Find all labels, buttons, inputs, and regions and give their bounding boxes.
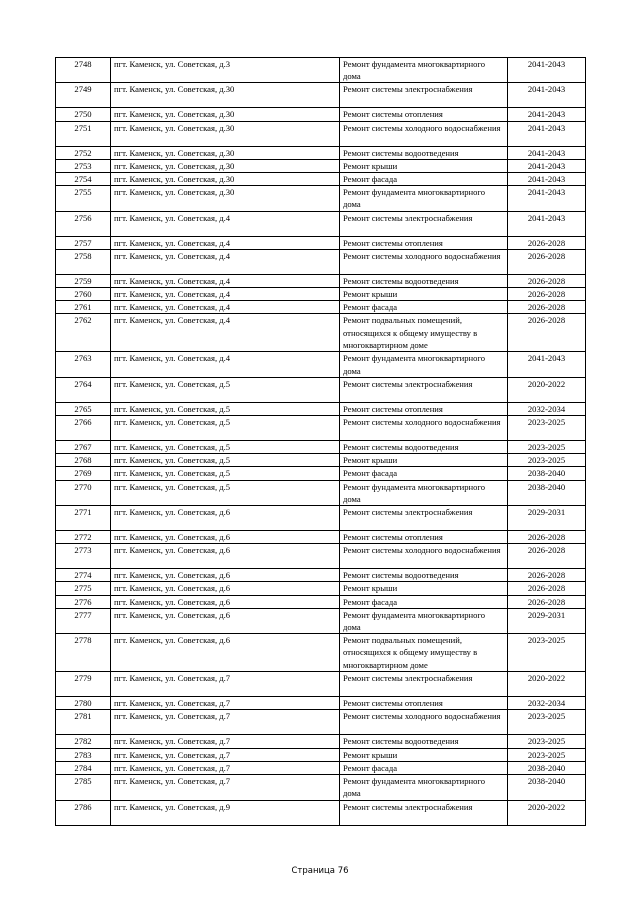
- table-row: [56, 402, 586, 415]
- row-work-type: Ремонт фасада: [340, 173, 508, 186]
- row-address: пгт. Каменск, ул. Советская, д.30: [111, 186, 340, 211]
- row-work-type: Ремонт системы электроснабжения: [340, 211, 508, 236]
- row-work-type: Ремонт системы электроснабжения: [340, 800, 508, 825]
- table-row: [56, 301, 586, 314]
- row-address: пгт. Каменск, ул. Советская, д.6: [111, 634, 340, 672]
- row-work-type: Ремонт системы электроснабжения: [340, 672, 508, 697]
- row-number: 2757: [56, 236, 111, 249]
- row-address: пгт. Каменск, ул. Советская, д.4: [111, 211, 340, 236]
- row-period: 2041-2043: [508, 108, 586, 121]
- row-address: пгт. Каменск, ул. Советская, д.4: [111, 274, 340, 287]
- row-address: пгт. Каменск, ул. Советская, д.5: [111, 480, 340, 505]
- row-work-type: Ремонт фундамента многоквартирного дома: [340, 775, 508, 800]
- table-row: [56, 531, 586, 544]
- row-address: пгт. Каменск, ул. Советская, д.7: [111, 710, 340, 735]
- table-row: [56, 314, 586, 352]
- row-period: 2038-2040: [508, 480, 586, 505]
- row-work-type: Ремонт фасада: [340, 595, 508, 608]
- row-address: пгт. Каменск, ул. Советская, д.4: [111, 314, 340, 352]
- row-work-type: Ремонт системы водоотведения: [340, 274, 508, 287]
- row-period: 2023-2025: [508, 441, 586, 454]
- table-row: [56, 595, 586, 608]
- row-address: пгт. Каменск, ул. Советская, д.30: [111, 121, 340, 146]
- table-row: [56, 352, 586, 377]
- row-work-type: Ремонт фундамента многоквартирного дома: [340, 352, 508, 377]
- row-number: 2749: [56, 83, 111, 108]
- table-row: [56, 173, 586, 186]
- row-address: пгт. Каменск, ул. Советская, д.4: [111, 236, 340, 249]
- row-work-type: Ремонт системы отопления: [340, 236, 508, 249]
- row-period: 2032-2034: [508, 402, 586, 415]
- row-address: пгт. Каменск, ул. Советская, д.4: [111, 288, 340, 301]
- row-work-type: Ремонт системы отопления: [340, 108, 508, 121]
- row-work-type: Ремонт системы электроснабжения: [340, 506, 508, 531]
- table-row: [56, 441, 586, 454]
- row-period: 2020-2022: [508, 377, 586, 402]
- row-address: пгт. Каменск, ул. Советская, д.5: [111, 416, 340, 441]
- row-period: 2023-2025: [508, 748, 586, 761]
- row-number: 2778: [56, 634, 111, 672]
- table-row: [56, 506, 586, 531]
- row-work-type: Ремонт фундамента многоквартирного дома: [340, 186, 508, 211]
- row-period: 2032-2034: [508, 697, 586, 710]
- row-period: 2026-2028: [508, 236, 586, 249]
- table-row: [56, 454, 586, 467]
- row-number: 2774: [56, 569, 111, 582]
- row-period: 2041-2043: [508, 58, 586, 83]
- table-row: [56, 544, 586, 569]
- table-row: [56, 569, 586, 582]
- row-number: 2786: [56, 800, 111, 825]
- row-number: 2763: [56, 352, 111, 377]
- row-period: 2023-2025: [508, 454, 586, 467]
- row-address: пгт. Каменск, ул. Советская, д.6: [111, 544, 340, 569]
- table-row: [56, 236, 586, 249]
- table-row: [56, 58, 586, 83]
- row-period: 2020-2022: [508, 672, 586, 697]
- row-number: 2776: [56, 595, 111, 608]
- table-row: [56, 672, 586, 697]
- row-period: 2023-2025: [508, 735, 586, 748]
- row-work-type: Ремонт крыши: [340, 748, 508, 761]
- row-period: 2038-2040: [508, 775, 586, 800]
- row-work-type: Ремонт фундамента многоквартирного дома: [340, 58, 508, 83]
- row-period: 2026-2028: [508, 314, 586, 352]
- row-work-type: Ремонт системы отопления: [340, 697, 508, 710]
- row-address: пгт. Каменск, ул. Советская, д.5: [111, 467, 340, 480]
- table-row: [56, 211, 586, 236]
- row-address: пгт. Каменск, ул. Советская, д.4: [111, 352, 340, 377]
- table-row: [56, 274, 586, 287]
- row-work-type: Ремонт системы водоотведения: [340, 569, 508, 582]
- row-address: пгт. Каменск, ул. Советская, д.6: [111, 608, 340, 633]
- table-row: [56, 634, 586, 672]
- table-row: [56, 697, 586, 710]
- row-period: 2023-2025: [508, 710, 586, 735]
- row-number: 2777: [56, 608, 111, 633]
- row-address: пгт. Каменск, ул. Советская, д.4: [111, 249, 340, 274]
- table-row: [56, 800, 586, 825]
- table-row: [56, 480, 586, 505]
- table-row: [56, 186, 586, 211]
- row-address: пгт. Каменск, ул. Советская, д.7: [111, 761, 340, 774]
- row-work-type: Ремонт системы холодного водоснабжения: [340, 249, 508, 274]
- row-address: пгт. Каменск, ул. Советская, д.7: [111, 775, 340, 800]
- row-number: 2783: [56, 748, 111, 761]
- row-number: 2770: [56, 480, 111, 505]
- row-address: пгт. Каменск, ул. Советская, д.5: [111, 441, 340, 454]
- row-period: 2026-2028: [508, 249, 586, 274]
- row-address: пгт. Каменск, ул. Советская, д.7: [111, 748, 340, 761]
- row-number: 2753: [56, 159, 111, 172]
- table-row: [56, 761, 586, 774]
- row-work-type: Ремонт подвальных помещений, относящихся к общему имуществу в многоквартирном доме: [340, 634, 508, 672]
- row-period: 2020-2022: [508, 800, 586, 825]
- row-work-type: Ремонт системы электроснабжения: [340, 377, 508, 402]
- table-row: [56, 83, 586, 108]
- row-number: 2751: [56, 121, 111, 146]
- row-work-type: Ремонт системы электроснабжения: [340, 83, 508, 108]
- row-period: 2026-2028: [508, 301, 586, 314]
- table-row: [56, 735, 586, 748]
- row-period: 2023-2025: [508, 416, 586, 441]
- row-period: 2026-2028: [508, 544, 586, 569]
- row-number: 2755: [56, 186, 111, 211]
- row-period: 2026-2028: [508, 274, 586, 287]
- row-number: 2780: [56, 697, 111, 710]
- row-number: 2754: [56, 173, 111, 186]
- row-work-type: Ремонт системы отопления: [340, 402, 508, 415]
- row-period: 2041-2043: [508, 173, 586, 186]
- row-address: пгт. Каменск, ул. Советская, д.5: [111, 454, 340, 467]
- row-period: 2041-2043: [508, 186, 586, 211]
- row-period: 2041-2043: [508, 121, 586, 146]
- row-address: пгт. Каменск, ул. Советская, д.30: [111, 146, 340, 159]
- table-row: [56, 108, 586, 121]
- table-row: [56, 748, 586, 761]
- row-work-type: Ремонт фундамента многоквартирного дома: [340, 480, 508, 505]
- row-period: 2029-2031: [508, 506, 586, 531]
- repair-schedule-table: [55, 57, 586, 826]
- row-number: 2758: [56, 249, 111, 274]
- row-period: 2041-2043: [508, 159, 586, 172]
- table-row: [56, 377, 586, 402]
- row-work-type: Ремонт системы водоотведения: [340, 441, 508, 454]
- row-number: 2766: [56, 416, 111, 441]
- row-period: 2041-2043: [508, 83, 586, 108]
- row-number: 2760: [56, 288, 111, 301]
- row-period: 2026-2028: [508, 531, 586, 544]
- row-number: 2762: [56, 314, 111, 352]
- table-row: [56, 159, 586, 172]
- row-number: 2771: [56, 506, 111, 531]
- row-address: пгт. Каменск, ул. Советская, д.6: [111, 531, 340, 544]
- table-row: [56, 775, 586, 800]
- row-address: пгт. Каменск, ул. Советская, д.30: [111, 159, 340, 172]
- row-address: пгт. Каменск, ул. Советская, д.6: [111, 506, 340, 531]
- row-period: 2029-2031: [508, 608, 586, 633]
- row-address: пгт. Каменск, ул. Советская, д.3: [111, 58, 340, 83]
- row-address: пгт. Каменск, ул. Советская, д.6: [111, 582, 340, 595]
- row-work-type: Ремонт подвальных помещений, относящихся к общему имуществу в многоквартирном доме: [340, 314, 508, 352]
- row-number: 2781: [56, 710, 111, 735]
- row-work-type: Ремонт системы холодного водоснабжения: [340, 121, 508, 146]
- row-number: 2775: [56, 582, 111, 595]
- row-address: пгт. Каменск, ул. Советская, д.5: [111, 402, 340, 415]
- table-row: [56, 146, 586, 159]
- row-number: 2784: [56, 761, 111, 774]
- row-address: пгт. Каменск, ул. Советская, д.4: [111, 301, 340, 314]
- row-period: 2026-2028: [508, 582, 586, 595]
- table-row: [56, 467, 586, 480]
- row-work-type: Ремонт системы отопления: [340, 531, 508, 544]
- row-period: 2026-2028: [508, 288, 586, 301]
- row-number: 2759: [56, 274, 111, 287]
- row-number: 2765: [56, 402, 111, 415]
- row-number: 2764: [56, 377, 111, 402]
- row-number: 2782: [56, 735, 111, 748]
- table-row: [56, 249, 586, 274]
- row-address: пгт. Каменск, ул. Советская, д.9: [111, 800, 340, 825]
- row-address: пгт. Каменск, ул. Советская, д.7: [111, 672, 340, 697]
- row-number: 2752: [56, 146, 111, 159]
- page-number: Страница 76: [291, 866, 349, 876]
- row-address: пгт. Каменск, ул. Советская, д.7: [111, 697, 340, 710]
- row-work-type: Ремонт крыши: [340, 288, 508, 301]
- row-number: 2779: [56, 672, 111, 697]
- row-period: 2038-2040: [508, 467, 586, 480]
- row-number: 2756: [56, 211, 111, 236]
- row-address: пгт. Каменск, ул. Советская, д.7: [111, 735, 340, 748]
- row-period: 2026-2028: [508, 595, 586, 608]
- row-period: 2023-2025: [508, 634, 586, 672]
- row-work-type: Ремонт системы водоотведения: [340, 735, 508, 748]
- table-row: [56, 416, 586, 441]
- row-number: 2761: [56, 301, 111, 314]
- row-number: 2785: [56, 775, 111, 800]
- row-work-type: Ремонт фундамента многоквартирного дома: [340, 608, 508, 633]
- row-number: 2767: [56, 441, 111, 454]
- row-address: пгт. Каменск, ул. Советская, д.6: [111, 595, 340, 608]
- row-number: 2773: [56, 544, 111, 569]
- row-work-type: Ремонт системы холодного водоснабжения: [340, 710, 508, 735]
- table-row: [56, 582, 586, 595]
- row-work-type: Ремонт системы холодного водоснабжения: [340, 416, 508, 441]
- row-work-type: Ремонт системы холодного водоснабжения: [340, 544, 508, 569]
- row-work-type: Ремонт системы водоотведения: [340, 146, 508, 159]
- row-period: 2038-2040: [508, 761, 586, 774]
- table-row: [56, 121, 586, 146]
- table-row: [56, 608, 586, 633]
- row-address: пгт. Каменск, ул. Советская, д.30: [111, 173, 340, 186]
- row-number: 2769: [56, 467, 111, 480]
- row-number: 2748: [56, 58, 111, 83]
- row-address: пгт. Каменск, ул. Советская, д.5: [111, 377, 340, 402]
- row-address: пгт. Каменск, ул. Советская, д.30: [111, 108, 340, 121]
- row-address: пгт. Каменск, ул. Советская, д.6: [111, 569, 340, 582]
- row-work-type: Ремонт крыши: [340, 454, 508, 467]
- row-work-type: Ремонт крыши: [340, 582, 508, 595]
- row-number: 2750: [56, 108, 111, 121]
- row-period: 2026-2028: [508, 569, 586, 582]
- row-address: пгт. Каменск, ул. Советская, д.30: [111, 83, 340, 108]
- row-work-type: Ремонт фасада: [340, 301, 508, 314]
- table-row: [56, 288, 586, 301]
- row-number: 2768: [56, 454, 111, 467]
- table-row: [56, 710, 586, 735]
- table-body: [56, 58, 586, 826]
- row-period: 2041-2043: [508, 211, 586, 236]
- row-work-type: Ремонт фасада: [340, 467, 508, 480]
- row-work-type: Ремонт фасада: [340, 761, 508, 774]
- row-number: 2772: [56, 531, 111, 544]
- row-work-type: Ремонт крыши: [340, 159, 508, 172]
- row-period: 2041-2043: [508, 352, 586, 377]
- row-period: 2041-2043: [508, 146, 586, 159]
